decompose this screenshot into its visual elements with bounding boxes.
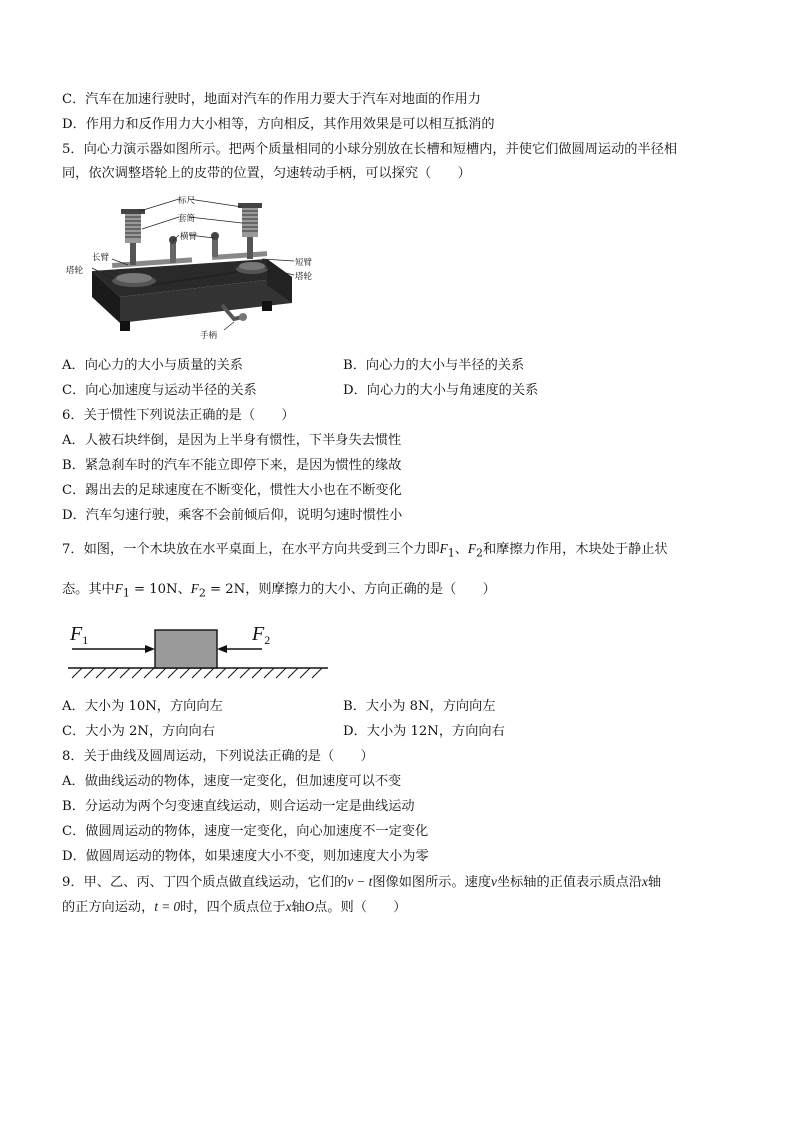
q5-stem-line2: 同，依次调整塔轮上的皮带的位置，匀速转动手柄，可以探究（ ）: [62, 166, 471, 181]
q4-option-d: D．作用力和反作用力大小相等，方向相反，其作用效果是可以相互抵消的: [62, 117, 495, 132]
label-short-arm: 短臂: [295, 258, 313, 268]
q7-option-b: B．大小为 8N，方向向左: [343, 699, 496, 714]
q9-stem-line1: 9．甲、乙、丙、丁四个质点做直线运动，它们的v − t图像如图所示。速度v坐标轴的正值表示质点沿x轴: [62, 874, 661, 890]
q8-stem: 8．关于曲线及圆周运动，下列说法正确的是（ ）: [62, 749, 374, 764]
q6-stem: 6．关于惯性下列说法正确的是（ ）: [62, 408, 295, 423]
q8-option-c: C．做圆周运动的物体，速度一定变化，向心加速度不一定变化: [62, 824, 429, 839]
q5-stem-line1: 5．向心力演示器如图所示。把两个质量相同的小球分别放在长槽和短槽内，并使它们做圆周运动的半径相: [62, 142, 678, 157]
label-crossarm: 横臂: [180, 232, 198, 242]
label-long-arm: 长臂: [92, 253, 110, 263]
q6-option-b: B．紧急刹车时的汽车不能立即停下来，是因为惯性的缘故: [62, 458, 402, 473]
q5-option-d: D．向心力的大小与角速度的关系: [343, 383, 539, 398]
force-f1-label: $F_1$: [70, 623, 89, 647]
q5-option-a: A．向心力的大小与质量的关系: [62, 358, 243, 373]
block-forces-figure: [62, 618, 334, 684]
label-handle: 手柄: [200, 331, 218, 341]
label-tower-pulley-right: 塔轮: [295, 272, 313, 282]
q5-option-c: C．向心加速度与运动半径的关系: [62, 383, 257, 398]
q7-option-c: C．大小为 2N，方向向右: [62, 724, 215, 739]
centripetal-force-apparatus-figure: [62, 193, 322, 345]
q7-option-d: D．大小为 12N，方向向右: [343, 724, 505, 739]
wooden-block: [155, 630, 217, 668]
label-sleeve: 套筒: [178, 214, 196, 224]
force-f2-label: $F_2$: [252, 623, 271, 647]
q8-option-b: B．分运动为两个匀变速直线运动，则合运动一定是曲线运动: [62, 799, 415, 814]
q4-option-c: C．汽车在加速行驶时，地面对汽车的作用力要大于汽车对地面的作用力: [62, 92, 481, 107]
q6-option-c: C．踢出去的足球速度在不断变化，惯性大小也在不断变化: [62, 483, 402, 498]
q7-stem-line2: 态。其中$F_1 = 10N$、$F_2 = 2N$，则摩擦力的大小、方向正确的是（ ）: [62, 581, 496, 600]
q8-option-d: D．做圆周运动的物体，如果速度大小不变，则加速度大小为零: [62, 849, 429, 864]
label-tower-pulley-left: 塔轮: [66, 266, 84, 276]
label-scale: 标尺: [178, 196, 196, 206]
q8-option-a: A．做曲线运动的物体，速度一定变化，但加速度可以不变: [62, 774, 402, 789]
q6-option-d: D．汽车匀速行驶，乘客不会前倾后仰，说明匀速时惯性小: [62, 508, 403, 523]
q9-stem-line2: 的正方向运动，t = 0时，四个质点位于x轴O点。则（ ）: [62, 899, 407, 915]
q5-option-b: B．向心力的大小与半径的关系: [343, 358, 525, 373]
q6-option-a: A．人被石块绊倒，是因为上半身有惯性，下半身失去惯性: [62, 433, 402, 448]
q7-stem-line1: 7．如图，一个木块放在水平桌面上，在水平方向共受到三个力即$F_1$、$F_2$和摩擦力作用，木块处于静止状: [62, 541, 668, 560]
q7-option-a: A．大小为 10N，方向向左: [62, 699, 223, 714]
